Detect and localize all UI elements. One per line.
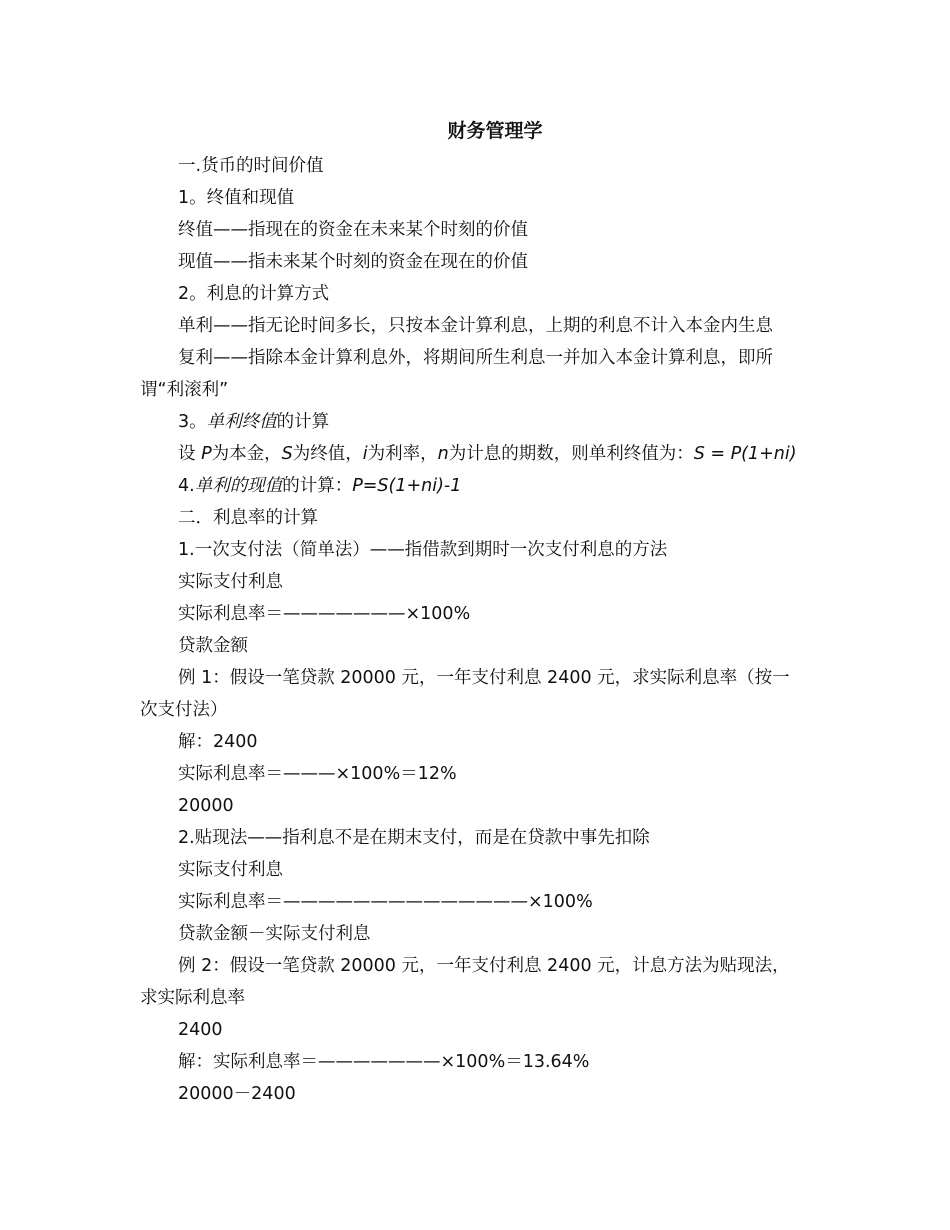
present-value-definition: 现值——指未来某个时刻的资金在现在的价值 [178,252,528,272]
section-2-heading: 二．利息率的计算 [178,508,318,528]
subsection-2-1: 1.一次支付法（简单法）——指借款到期时一次支付利息的方法 [178,540,668,560]
example-2-denominator: 20000－2400 [178,1084,296,1104]
subsection-1-3-suffix: 的计算 [276,412,330,432]
future-value-definition: 终值——指现在的资金在未来某个时刻的价值 [178,220,528,240]
example-2-numerator: 2400 [178,1020,223,1040]
example-1: 例 1：假设一笔贷款 20000 元，一年支付利息 2400 元，求实际利息率（按一 [178,668,790,688]
subsection-1-4-equation: P=S(1+ni)-1 [352,476,462,496]
subsection-2-2: 2.贴现法——指利息不是在期末支付，而是在贷款中事先扣除 [178,828,650,848]
formula3-var-s: S [281,444,293,464]
formula3-var-i: i [362,444,368,464]
formula2-denominator: 贷款金额－实际支付利息 [178,924,371,944]
formula1-line: 实际利息率＝———————×100% [178,604,471,624]
document-title: 财务管理学 [447,120,543,142]
subsection-1-3-prefix: 3。 [178,412,207,432]
formula1-denominator: 贷款金额 [178,636,248,656]
example-1-solution: 解：2400 [178,732,258,752]
section-1-heading: 一.货币的时间价值 [178,156,324,176]
subsection-1-4 [178,474,461,498]
formula3-text-5: 为计息的期数，则单利终值为： [448,444,694,464]
formula3-var-p: P [201,444,212,464]
formula3-text-4: 为利率， [367,444,438,464]
compound-interest-definition-cont: 谓“利滚利” [140,380,229,400]
subsection-1-4-mid: 的计算： [282,476,353,496]
formula3-equation: S = P(1+ni) [693,444,797,464]
example-2-formula-line: 解：实际利息率＝———————×100%＝13.64% [178,1052,590,1072]
simple-future-value-formula [178,442,797,466]
subsection-1-1: 1。终值和现值 [178,188,295,208]
subsection-1-4-emphasis: 单利的现值 [194,476,283,496]
formula1-numerator: 实际支付利息 [178,572,283,592]
example-2: 例 2：假设一笔贷款 20000 元，一年支付利息 2400 元，计息方法为贴现法， [178,956,790,976]
formula3-text-1: 设 [178,444,202,464]
formula3-text-2: 为本金， [211,444,282,464]
formula3-var-n: n [437,444,449,464]
example-2-cont: 求实际利息率 [140,988,245,1008]
formula2-numerator: 实际支付利息 [178,860,283,880]
subsection-1-3 [178,410,329,434]
formula2-line: 实际利息率＝——————————————×100% [178,892,593,912]
example-1-denominator: 20000 [178,796,234,816]
subsection-1-4-prefix: 4. [178,476,195,496]
example-1-formula-line: 实际利息率＝———×100%＝12% [178,764,457,784]
example-1-cont: 次支付法） [140,700,228,720]
compound-interest-definition: 复利——指除本金计算利息外，将期间所生利息一并加入本金计算利息，即所 [178,348,773,368]
simple-interest-definition: 单利——指无论时间多长，只按本金计算利息，上期的利息不计入本金内生息 [178,316,773,336]
subsection-1-3-emphasis: 单利终值 [206,412,277,432]
subsection-1-2: 2。利息的计算方式 [178,284,330,304]
formula3-text-3: 为终值， [292,444,363,464]
